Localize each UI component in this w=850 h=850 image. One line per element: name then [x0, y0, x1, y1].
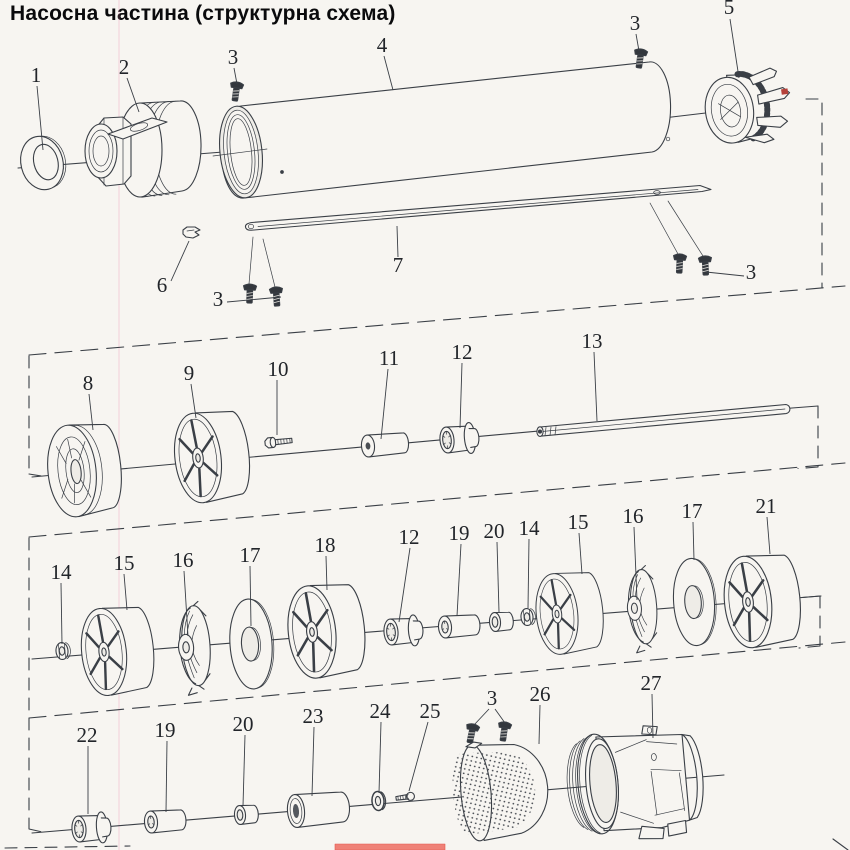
part-callout-3: 3 [212, 287, 224, 311]
part-14-nut-b [520, 608, 536, 626]
part-15-diffuser-b [532, 569, 607, 657]
scan-red-mark [335, 844, 445, 850]
callout-leader [460, 363, 462, 428]
part-callout-3: 3 [227, 45, 239, 69]
callout-leader [399, 548, 410, 622]
callout-leader [636, 34, 639, 51]
callout-leader [409, 722, 428, 791]
part-callout-9: 9 [183, 361, 195, 385]
part-callout-2: 2 [118, 55, 130, 79]
part-13-shaft [537, 405, 790, 437]
part-19-bushing-b [144, 809, 187, 834]
callout-leader [693, 522, 694, 560]
part-callout-14: 14 [50, 560, 72, 584]
screw-3-row4-2 [496, 721, 512, 742]
callout-leader [227, 297, 281, 302]
part-callout-21: 21 [755, 494, 777, 518]
part-callout-1: 1 [30, 63, 42, 87]
part-21-diffuser [720, 551, 805, 650]
callout-leader [579, 533, 582, 574]
part-20-bushing-b [234, 804, 259, 825]
part-2-threaded-plug [85, 101, 201, 197]
screw-3-row4-1 [463, 723, 480, 744]
callout-leader [767, 517, 770, 554]
part-callout-12: 12 [398, 525, 420, 549]
part-callout-7: 7 [392, 253, 404, 277]
callout-leader [312, 727, 314, 796]
part-17-washer-b [671, 557, 719, 647]
part-callout-20: 20 [232, 712, 254, 736]
part-23-sleeve [286, 790, 351, 828]
part-16-impeller-b [625, 565, 660, 653]
callout-leader [381, 369, 388, 439]
callout-leader [384, 56, 393, 90]
part-8-diffuser-drum [43, 420, 125, 519]
part-callout-6: 6 [156, 273, 168, 297]
part-callout-25: 25 [419, 699, 441, 723]
callout-leader [474, 709, 489, 725]
part-callout-15: 15 [113, 551, 135, 575]
part-12-bushing-a [439, 422, 481, 456]
part-callout-3: 3 [745, 260, 757, 284]
part-9-diffuser [170, 407, 254, 505]
part-callout-12: 12 [451, 340, 473, 364]
part-callout-23: 23 [302, 704, 324, 728]
part-4-casing-tube [213, 62, 671, 200]
part-callout-22: 22 [76, 723, 98, 747]
part-16-impeller-a [175, 601, 213, 696]
part-callout-26: 26 [529, 682, 551, 706]
part-callout-18: 18 [314, 533, 336, 557]
part-20-bushing-a [489, 611, 514, 632]
page-title: Насосна частина (структурна схема) [10, 2, 396, 25]
coupling-red-tip [781, 88, 788, 94]
part-7-cable-guard [245, 186, 711, 231]
callout-leader [528, 539, 529, 608]
screw-3-top-left [228, 81, 244, 102]
part-27-suction-coupler [563, 721, 708, 846]
part-26-strainer [449, 736, 552, 843]
part-callout-4: 4 [376, 33, 388, 57]
part-1-ring [15, 131, 71, 194]
callout-leader [166, 741, 167, 812]
callout-leader [379, 722, 381, 793]
part-15-diffuser-a [77, 603, 158, 697]
part-callout-20: 20 [483, 519, 505, 543]
part-19-bushing-a [438, 614, 481, 639]
callout-leader [124, 574, 127, 610]
callout-leader [706, 272, 744, 276]
part-callout-17: 17 [681, 499, 703, 523]
part-6-clip [183, 227, 200, 238]
part-callout-24: 24 [369, 699, 391, 723]
part-17-washer-a [227, 598, 277, 691]
screw-3-bottom-right-1 [673, 254, 687, 274]
part-10-bolt [265, 435, 293, 448]
callout-leader [594, 352, 597, 421]
part-callout-19: 19 [154, 718, 176, 742]
part-11-bushing [361, 432, 410, 458]
part-callout-16: 16 [172, 548, 194, 572]
part-14-nut-a [55, 642, 71, 660]
part-24-ring [371, 791, 386, 811]
part-5-coupling [701, 66, 796, 150]
part-callout-3: 3 [486, 686, 498, 710]
part-callout-13: 13 [581, 329, 603, 353]
callout-leader [243, 735, 245, 806]
callout-leader [730, 19, 739, 78]
part-18-diffuser [284, 580, 369, 680]
part-callout-11: 11 [378, 346, 400, 370]
part-callout-3: 3 [629, 11, 641, 35]
screw-3-bottom-left-2 [269, 287, 283, 307]
callout-leader [497, 542, 499, 612]
callout-leader [457, 544, 461, 616]
part-callout-19: 19 [448, 521, 470, 545]
part-22-bushing [71, 811, 112, 845]
part-callout-16: 16 [622, 504, 644, 528]
part-callout-17: 17 [239, 543, 261, 567]
part-callout-8: 8 [82, 371, 94, 395]
callout-leader [495, 709, 505, 723]
callout-leader [539, 705, 540, 744]
callout-leader [61, 583, 62, 644]
part-callout-14: 14 [518, 516, 540, 540]
part-12-bushing-b [383, 614, 424, 648]
part-callout-27: 27 [640, 671, 662, 695]
callout-leader [171, 241, 189, 281]
part-callout-5: 5 [723, 0, 735, 19]
part-callout-10: 10 [267, 357, 289, 381]
part-callout-15: 15 [567, 510, 589, 534]
